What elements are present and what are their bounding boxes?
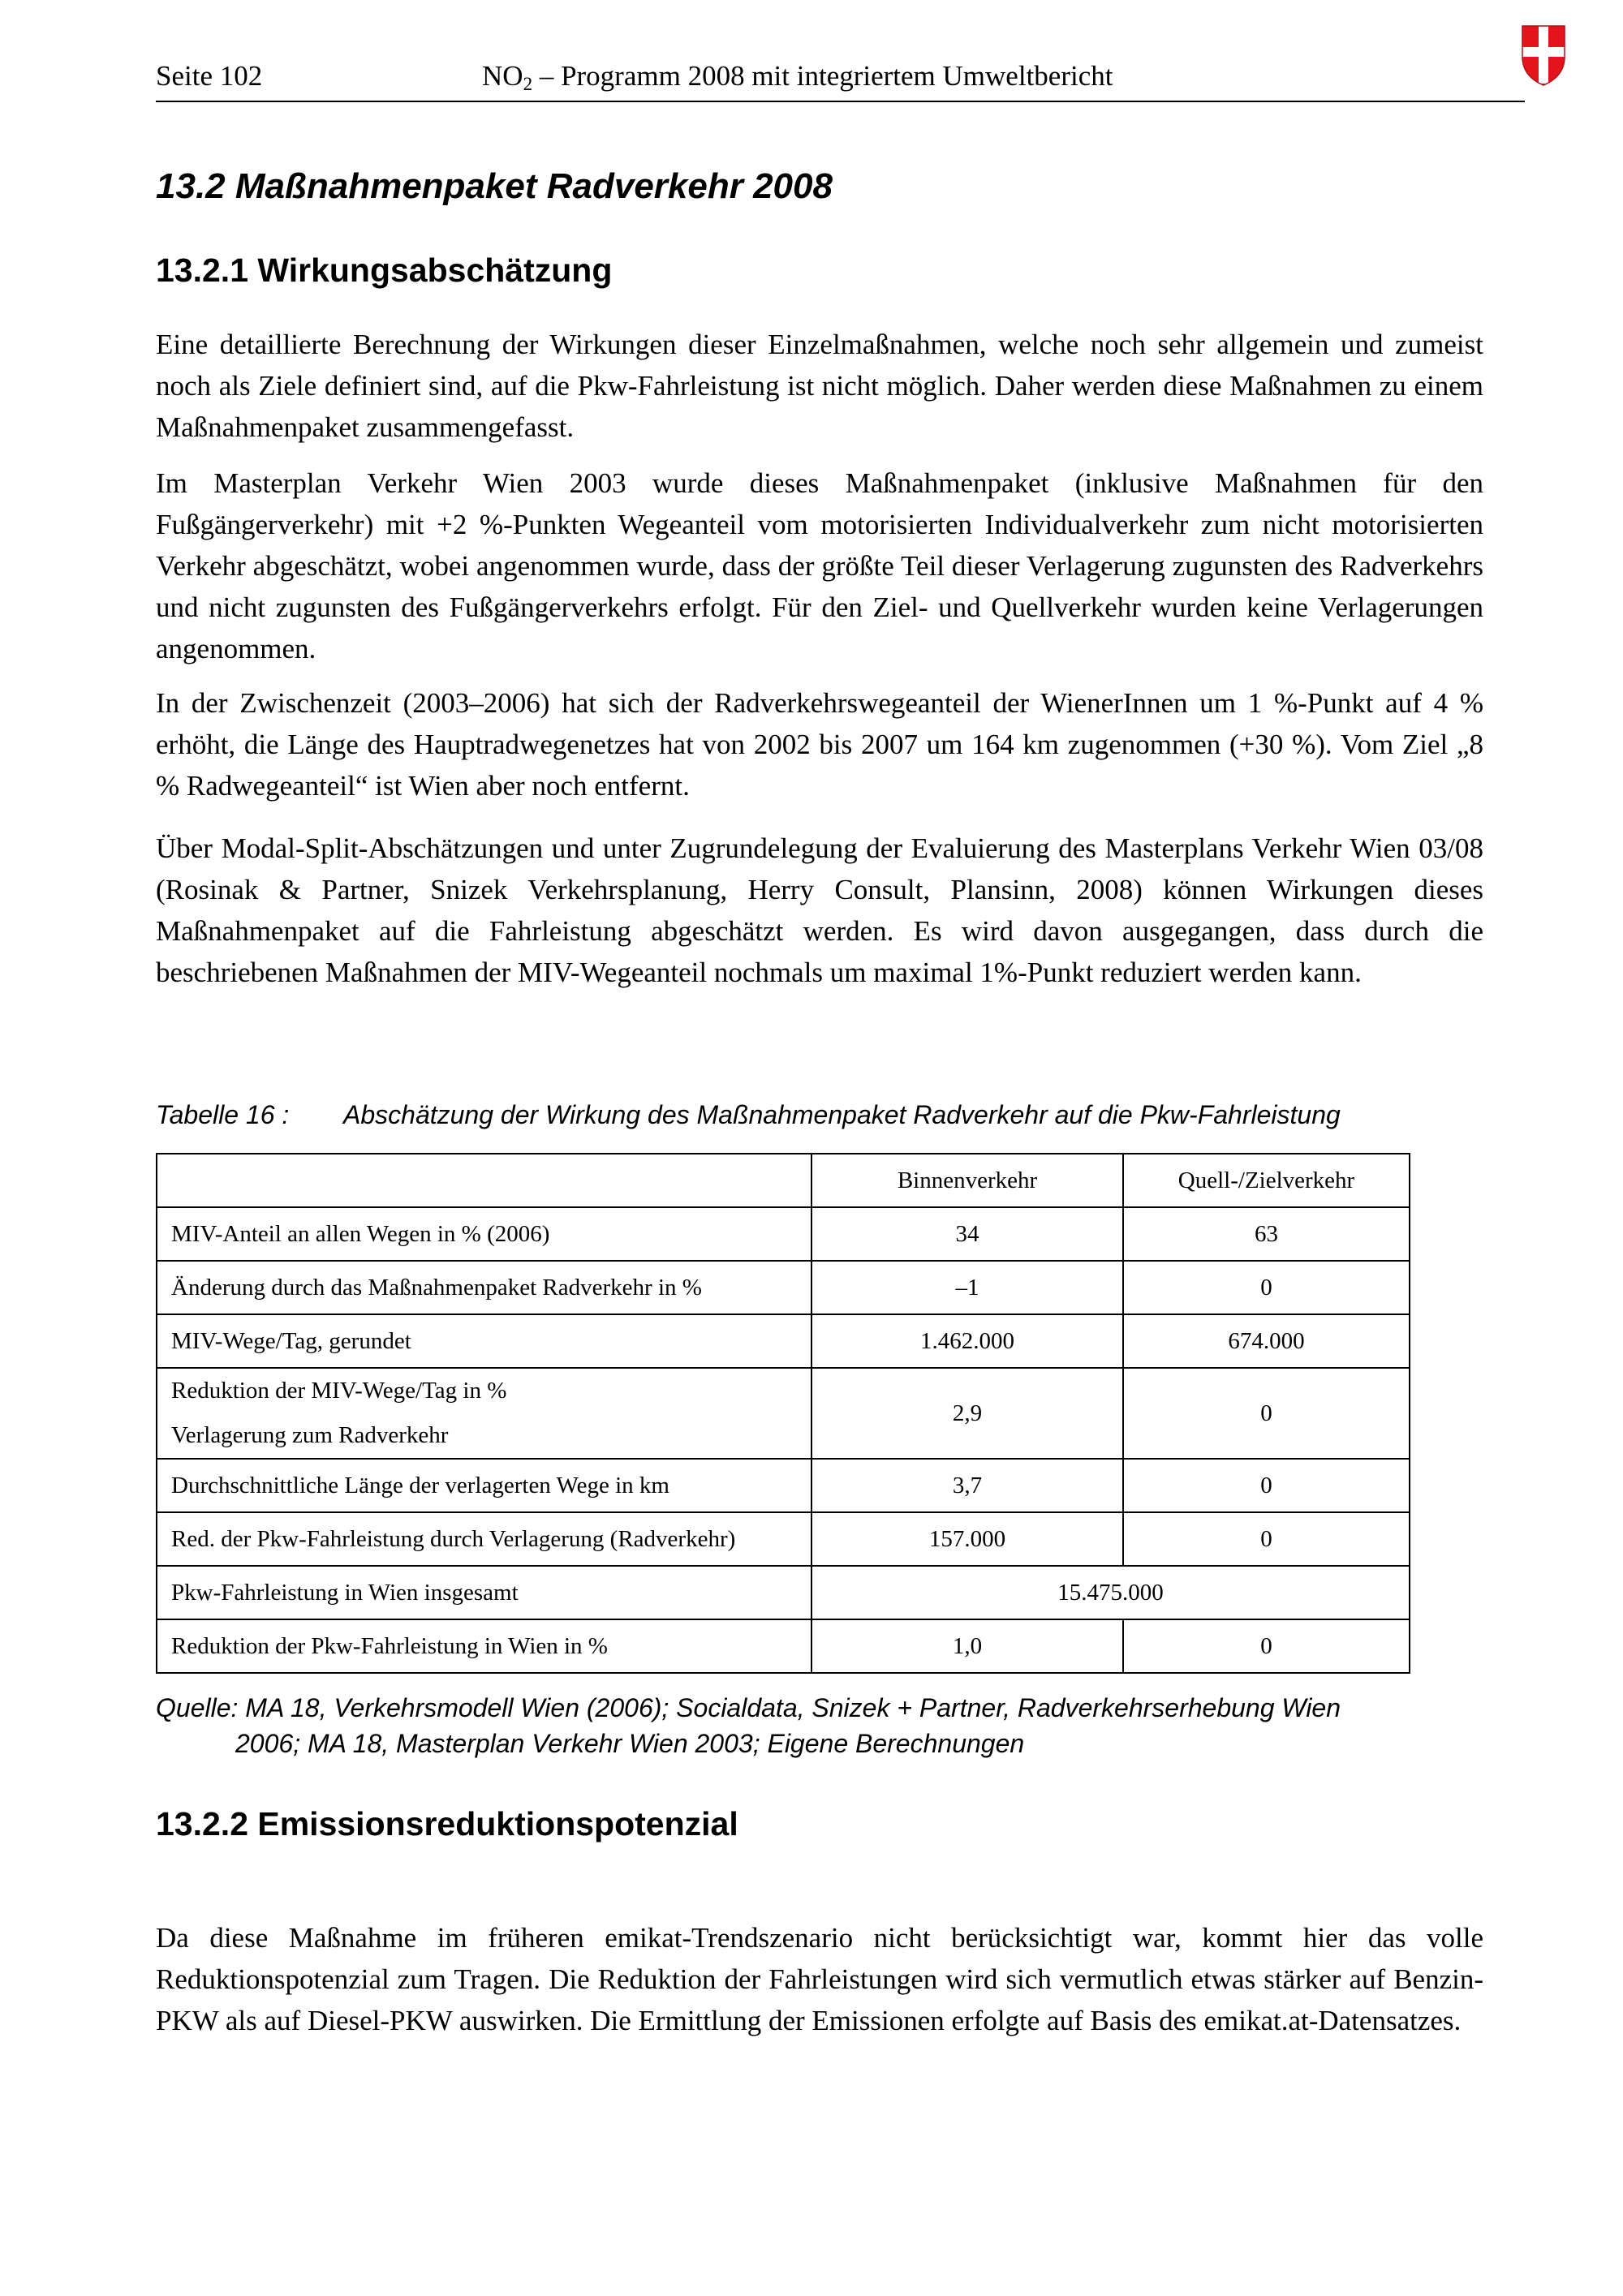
page-number: Seite 102 [156, 60, 263, 92]
cell-quellverkehr: 0 [1123, 1368, 1410, 1459]
section-heading: 13.2 Maßnahmenpaket Radverkehr 2008 [156, 166, 833, 206]
table-header-cell: Quell-/Zielverkehr [1123, 1154, 1410, 1207]
source-line-1: Quelle: MA 18, Verkehrsmodell Wien (2006); Socialdata, Snizek + Partner, Radverkehrserhebung Wien [156, 1693, 1341, 1722]
running-title-rest: – Programm 2008 mit integriertem Umweltbericht [532, 60, 1113, 92]
subsection-heading-wirkungsabschaetzung: 13.2.1 Wirkungsabschätzung [156, 252, 613, 289]
table-row [157, 1566, 1410, 1619]
row-label: MIV-Anteil an allen Wegen in % (2006) [157, 1207, 812, 1261]
paragraph-1: Eine detaillierte Berechnung der Wirkungen dieser Einzelmaßnahmen, welche noch sehr allgemein und zumeist noch als Ziele definiert sind, auf die Pkw-Fahrleistung ist nicht möglich. Daher werden diese Maßnahmen zu einem Maßnahmenpaket zusammengefasst. [156, 329, 1483, 443]
cell-quellverkehr: 63 [1123, 1207, 1410, 1261]
table-caption [156, 1100, 1341, 1130]
cell-binnenverkehr: 1,0 [812, 1619, 1123, 1673]
cell-quellverkehr: 0 [1123, 1459, 1410, 1512]
row-label [157, 1368, 812, 1459]
running-title-subscript: 2 [523, 74, 533, 94]
table-caption-label: Tabelle 16 : [156, 1100, 290, 1129]
table-header-cell: Binnenverkehr [812, 1154, 1123, 1207]
vienna-coat-of-arms-logo [1521, 24, 1566, 86]
table-row [157, 1459, 1410, 1512]
cell-binnenverkehr: 2,9 [812, 1368, 1123, 1459]
table-row [157, 1619, 1410, 1673]
row-label-line-2: Verlagerung zum Radverkehr [171, 1422, 449, 1448]
table-header-row [157, 1154, 1410, 1207]
row-label: MIV-Wege/Tag, gerundet [157, 1314, 812, 1368]
row-label: Änderung durch das Maßnahmenpaket Radverkehr in % [157, 1261, 812, 1314]
data-table [156, 1153, 1410, 1674]
table-row [157, 1512, 1410, 1566]
cell-quellverkehr: 0 [1123, 1512, 1410, 1566]
cell-binnenverkehr: 3,7 [812, 1459, 1123, 1512]
cell-binnenverkehr: 34 [812, 1207, 1123, 1261]
cell-binnenverkehr: –1 [812, 1261, 1123, 1314]
cross-horizontal [1522, 47, 1565, 57]
cell-quellverkehr: 0 [1123, 1261, 1410, 1314]
row-label: Pkw-Fahrleistung in Wien insgesamt [157, 1566, 812, 1619]
cell-total: 15.475.000 [812, 1566, 1410, 1619]
paragraph-5: Da diese Maßnahme im früheren emikat-Trendszenario nicht berücksichtigt war, kommt hier das volle Reduktionspotenzial zum Tragen. Die Reduktion der Fahrleistungen wird sich vermutlich etwas stärker auf Benzin-PKW als auf Diesel-PKW auswirken. Die Ermittlung der Emissionen erfolgte auf Basis des emikat.at-Datensatzes. [156, 1922, 1483, 2036]
cell-binnenverkehr: 157.000 [812, 1512, 1123, 1566]
table-row [157, 1261, 1410, 1314]
cell-binnenverkehr: 1.462.000 [812, 1314, 1123, 1368]
paragraph-4: Über Modal-Split-Abschätzungen und unter Zugrundelegung der Evaluierung des Masterplans Verkehr Wien 03/08 (Rosinak & Partner, Snizek Verkehrsplanung, Herry Consult, Plansinn, 2008) können Wirkungen dieses Maßnahmenpaket auf die Fahrleistung abgeschätzt werden. Es wird davon ausgegangen, dass durch die beschriebenen Maßnahmen der MIV-Wegeanteil nochmals um maximal 1%-Punkt reduziert werden kann. [156, 832, 1483, 988]
row-label: Red. der Pkw-Fahrleistung durch Verlagerung (Radverkehr) [157, 1512, 812, 1566]
row-label-line-1: Reduktion der MIV-Wege/Tag in % [171, 1378, 507, 1404]
table-source-note [156, 1690, 1341, 1761]
table-row [157, 1314, 1410, 1368]
page-header [156, 55, 1525, 102]
subsection-heading-emissionsreduktion: 13.2.2 Emissionsreduktionspotenzial [156, 1805, 738, 1842]
running-title-prefix: NO [482, 60, 523, 92]
cell-quellverkehr: 0 [1123, 1619, 1410, 1673]
cell-quellverkehr: 674.000 [1123, 1314, 1410, 1368]
table-caption-text: Abschätzung der Wirkung des Maßnahmenpaket Radverkehr auf die Pkw-Fahrleistung [343, 1100, 1341, 1129]
running-title [482, 60, 1113, 95]
row-label: Reduktion der Pkw-Fahrleistung in Wien in % [157, 1619, 812, 1673]
table-header-cell [157, 1154, 812, 1207]
row-label: Durchschnittliche Länge der verlagerten Wege in km [157, 1459, 812, 1512]
source-line-2: 2006; MA 18, Masterplan Verkehr Wien 2003; Eigene Berechnungen [235, 1729, 1025, 1758]
table-row [157, 1207, 1410, 1261]
paragraph-3: In der Zwischenzeit (2003–2006) hat sich der Radverkehrswegeanteil der WienerInnen um 1 %-Punkt auf 4 % erhöht, die Länge des Hauptradwegenetzes hat von 2002 bis 2007 um 164 km zugenommen (+30 %). Vom Ziel „8 % Radwegeanteil“ ist Wien aber noch entfernt. [156, 687, 1483, 802]
table-row [157, 1368, 1410, 1459]
paragraph-2: Im Masterplan Verkehr Wien 2003 wurde dieses Maßnahmenpaket (inklusive Maßnahmen für den Fußgängerverkehr) mit +2 %-Punkten Wegeanteil vom motorisierten Individualverkehr zum nicht motorisierten Verkehr abgeschätzt, wobei angenommen wurde, dass der größte Teil dieser Verlagerung zugunsten des Radverkehrs und nicht zugunsten des Fußgängerverkehrs erfolgt. Für den Ziel- und Quellverkehr wurden keine Verlagerungen angenommen. [156, 467, 1483, 664]
